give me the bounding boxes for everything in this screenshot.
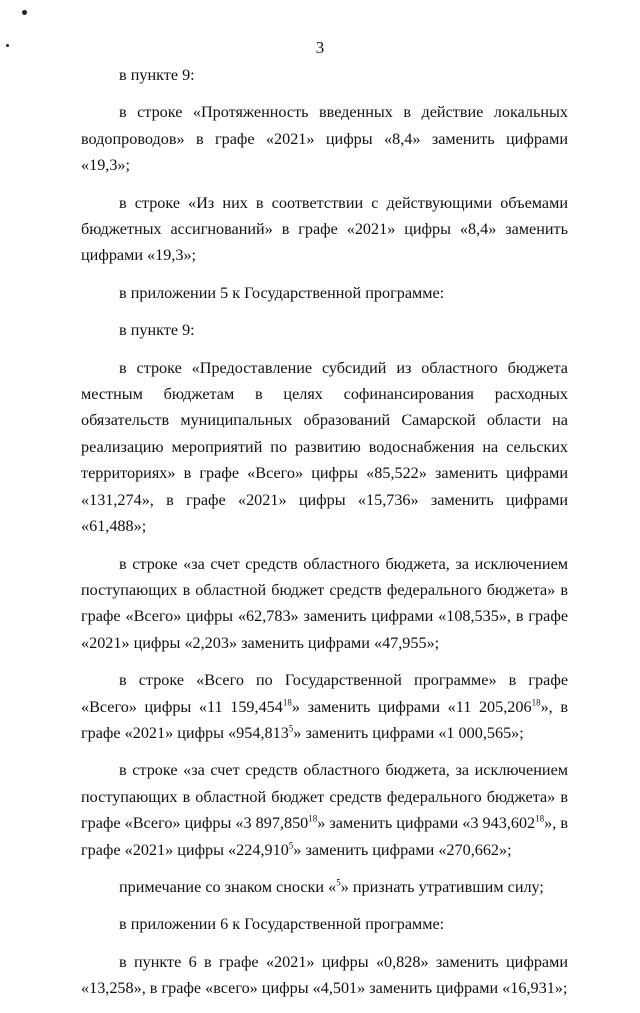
paragraph: в приложении 5 к Государственной программе: xyxy=(119,283,445,302)
text-run: » заменить цифрами «1 000,565»; xyxy=(293,723,524,742)
paragraph: в приложении 6 к Государственной программе: xyxy=(119,915,445,934)
paragraph: в строке «Протяженность введенных в действие локальных водопроводов» в графе «2021» цифры «8,4» заменить цифрами «19,3»; xyxy=(81,103,568,175)
text-run: в строке «Всего по Государственной программе» в графе «Всего» цифры «11 159,454 xyxy=(81,671,568,716)
text-run: примечание со знаком сноски « xyxy=(119,877,337,896)
scan-speck xyxy=(22,10,27,15)
footnote-superscript: 18 xyxy=(535,813,545,824)
text-run: », в графе «2021» цифры «954,813 xyxy=(81,697,568,742)
document-body xyxy=(81,62,568,1013)
paragraph: в пункте 9: xyxy=(119,66,195,84)
footnote-superscript: 18 xyxy=(308,813,318,824)
text-run: » признать утратившим силу; xyxy=(340,877,544,896)
text-run: », в графе «2021» цифры «224,910 xyxy=(81,814,568,859)
footnote-superscript: 5 xyxy=(288,840,294,851)
text-run: в строке «за счет средств областного бюджета, за исключением поступающих в областной бюджет средств федерального бюджета» в графе «Всего» цифры «3 897,850 xyxy=(81,761,568,833)
text-run: » заменить цифрами «11 205,206 xyxy=(291,697,532,716)
page-number: 3 xyxy=(315,38,325,57)
paragraph: в строке «Предоставление субсидий из областного бюджета местным бюджетам в целях софинансирования расходных обязательств муниципальных образований Самарской области на реализацию мероприятий по развитию водоснабжения на сельских территориях» в графе «Всего» цифры «85,522» заменить цифрами «131,274», в графе «2021» цифры «15,736» заменить цифрами «61,488»; xyxy=(81,358,568,536)
text-run: » заменить цифрами «3 943,602 xyxy=(317,814,536,833)
paragraph: в пункте 9: xyxy=(119,321,195,340)
paragraph: в строке «за счет средств областного бюджета, за исключением поступающих в областной бюджет средств федерального бюджета» в графе «Всего» цифры «62,783» заменить цифрами «108,535», в графе «2021» цифры «2,203» заменить цифрами «47,955»; xyxy=(81,554,568,652)
paragraph xyxy=(81,757,568,863)
footnote-superscript: 5 xyxy=(288,723,294,734)
paragraph: в пункте 6 в графе «2021» цифры «0,828» заменить цифрами «13,258», в графе «всего» цифры «4,501» заменить цифрами «16,931»; xyxy=(81,952,568,998)
footnote-superscript: 18 xyxy=(531,697,541,708)
paragraph xyxy=(81,874,568,900)
footnote-superscript: 18 xyxy=(282,697,292,708)
paragraph: в строке «Из них в соответствии с действующими объемами бюджетных ассигнований» в графе «2021» цифры «8,4» заменить цифрами «19,3»; xyxy=(81,193,568,265)
footnote-superscript: 5 xyxy=(336,877,341,888)
text-run: » заменить цифрами «270,662»; xyxy=(293,840,512,859)
paragraph xyxy=(81,667,568,746)
